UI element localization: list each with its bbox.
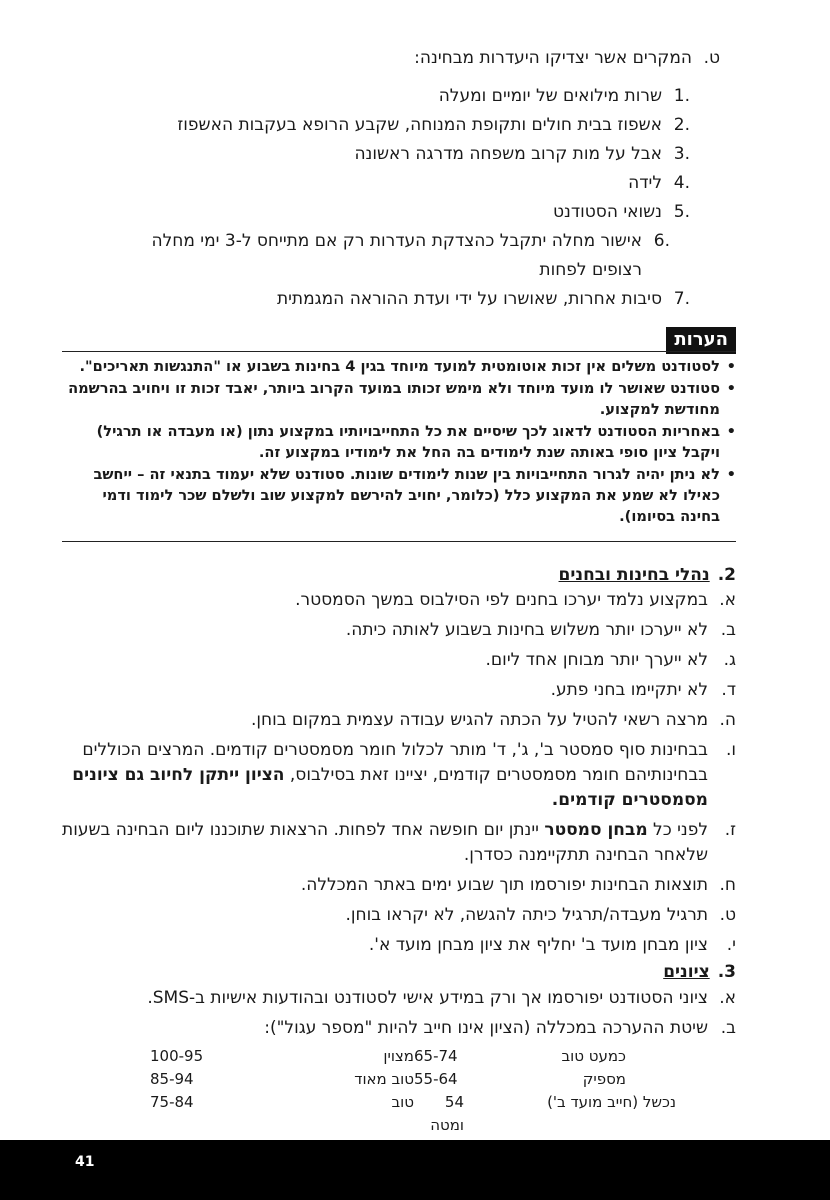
table-row: [150, 1091, 685, 1137]
item-text: אבל על מות קרוב משפחה מדרגה ראשונה: [354, 144, 662, 164]
note-text: לסטודנט משלים אין זכות אוטומטית למועד מיוחד בגין 4 בחינות בשבוע או "התנגשות תאריכים".: [79, 358, 720, 375]
bullet-icon: •: [726, 358, 736, 375]
item-text: תרגיל מעבדה/תרגיל כיתה להגשה, לא יקראו בוחן.: [345, 905, 708, 925]
section-2-heading: [559, 565, 736, 585]
item-letter: ט.: [719, 905, 736, 925]
section-t-letter: ט.: [703, 48, 720, 68]
item-number: 2.: [673, 115, 690, 135]
grade-label: טוב: [391, 1093, 414, 1111]
item-letter: ו.: [725, 740, 736, 760]
item-letter: י.: [726, 935, 736, 955]
note-item: [60, 356, 736, 377]
grade-range: 55-64: [414, 1070, 458, 1088]
section-number: 3.: [717, 962, 736, 982]
list-item: [46, 933, 736, 958]
list-item: [46, 648, 736, 673]
grading-scale-table: [150, 1045, 685, 1137]
grade-range: 65-74: [414, 1047, 458, 1065]
item-text-part: יינתן יום חופשה אחד לפחות. הרצאות שתוכננו ליום הבחינה בשעות שלאחר הבחינה תתקיימנה כסדרן.: [62, 820, 708, 865]
note-text: לא ניתן יהיה לגרור התחייבויות בין שנות לימודים שונות. סטודנט שלא יעמוד בתנאי זה – ייחשב כאילו לא שמע את המקצוע כלל (כלומר, יחויב להירשם למקצוע שוב ולשלם שכר לימוד ודמי בחינה בסיומו).: [93, 466, 720, 525]
item-letter: א.: [719, 590, 736, 610]
list-item: [46, 818, 736, 868]
section-t-title: המקרים אשר יצדיקו היעדרות מבחינה:: [414, 48, 692, 68]
list-item: [46, 618, 736, 643]
item-text: אישור מחלה יתקבל כהצדקת העדרות רק אם מתייחס ל-3 ימי מחלה רצופים לפחות: [151, 231, 642, 280]
item-text-part: לפני כל: [647, 820, 708, 840]
item-text: ציוני הסטודנט יפורסמו אך ורק במידע אישי לסטודנט ובהודעות אישיות ב-SMS.: [147, 988, 708, 1008]
item-text: שיטת ההערכה במכללה (הציון אינו חייב להיות "מספר עגול"):: [264, 1018, 708, 1038]
list-item: [46, 678, 736, 703]
exam-rules-list: [46, 588, 736, 963]
item-letter: ב.: [720, 620, 736, 640]
item-text: לא יתקיימו בחני פתע.: [550, 680, 708, 700]
item-letter: ה.: [719, 710, 736, 730]
item-text: ציון מבחן מועד ב' יחליף את ציון מבחן מועד א'.: [368, 935, 708, 955]
page-footer: [0, 1140, 830, 1200]
item-text: לא ייערכו יותר משלוש בחינות בשבוע לאותה כיתה.: [345, 620, 708, 640]
item-text: שרות מילואים של יומיים ומעלה: [438, 86, 662, 106]
item-letter: ג.: [723, 650, 736, 670]
item-text: לידה: [628, 173, 662, 193]
list-item: [130, 198, 690, 227]
grades-list: [46, 986, 736, 1046]
list-item: [46, 903, 736, 928]
bullet-icon: •: [726, 423, 736, 440]
note-item: [60, 421, 736, 463]
item-text-bold: מבחן סמסטר: [544, 820, 648, 840]
note-item: [60, 464, 736, 527]
item-number: 4.: [673, 173, 690, 193]
grade-label: כמעט טוב: [561, 1047, 626, 1065]
item-text: [46, 738, 708, 813]
item-letter: א.: [719, 988, 736, 1008]
list-item: [130, 227, 670, 285]
item-text: לא ייערך יותר מבוחן אחד ליום.: [485, 650, 708, 670]
item-number: 1.: [673, 86, 690, 106]
item-number: 3.: [673, 144, 690, 164]
list-item: [130, 169, 690, 198]
notes-list: [60, 356, 736, 528]
grade-label: מספיק: [582, 1070, 626, 1088]
list-item: [46, 708, 736, 733]
page-number: 41: [75, 1154, 95, 1170]
section-t-heading: [414, 48, 720, 68]
list-item: [46, 1016, 736, 1041]
note-item: [60, 378, 736, 420]
section-3-heading: [663, 962, 736, 982]
item-text: סיבות אחרות, שאושרו על ידי ועדת ההוראה המגמתית: [276, 289, 662, 309]
item-letter: ח.: [719, 875, 736, 895]
item-number: 7.: [673, 289, 690, 309]
item-text: נשואי הסטודנט: [553, 202, 662, 222]
item-text: אשפוז בבית חולים ותקופת המנוחה, שקבע הרופא בעקבות האשפוז: [177, 115, 662, 135]
list-item: [130, 285, 690, 314]
list-item: [46, 986, 736, 1011]
item-text-bold: הציון ייתקן לחיוב גם ציונים מסמסטרים קודמים.: [72, 765, 708, 810]
divider: [62, 351, 736, 352]
item-text: במקצוע נלמד יערכו בחנים לפי הסילבוס במשך הסמסטר.: [295, 590, 708, 610]
item-text-part: בבחינות סוף סמסטר ב', ג', ד' מותר לכלול חומר מסמסטרים קודמים. המרצים הכוללים בבחינותיהם חומר מסמסטרים קודמים, יציינו זאת בסילבוס,: [82, 740, 708, 785]
item-number: 5.: [673, 202, 690, 222]
item-letter: ד.: [721, 680, 736, 700]
table-row: [150, 1045, 685, 1068]
section-title: נהלי בחינות ובחנים: [558, 565, 710, 585]
item-text: [46, 818, 708, 868]
list-item: [46, 738, 736, 813]
section-title: ציונים: [663, 962, 710, 982]
item-letter: ב.: [720, 1018, 736, 1038]
section-number: 2.: [717, 565, 736, 585]
grade-range: 100-95: [150, 1047, 204, 1065]
item-text: תוצאות הבחינות יפורסמו תוך שבוע ימים באתר המכללה.: [300, 875, 708, 895]
item-number: 6.: [653, 231, 670, 251]
grade-range: 85-94: [150, 1070, 194, 1088]
notes-title: הערות: [666, 327, 736, 354]
item-text: מרצה רשאי להטיל על הכתה להגיש עבודה עצמית במקום בוחן.: [250, 710, 708, 730]
grade-range: 75-84: [150, 1093, 194, 1111]
absence-reasons-list: [130, 82, 690, 314]
note-text: באחריות הסטודנט לדאוג לכך שיסיים את כל התחייבויותיו במקצוע נתון (או מעבדה או תרגיל) ויקבל ציון סופי באותה שנת לימודים בה החל את לימודיו במקצוע זה.: [96, 423, 720, 461]
list-item: [46, 588, 736, 613]
grade-label: טוב מאוד: [354, 1070, 414, 1088]
list-item: [130, 140, 690, 169]
bullet-icon: •: [726, 380, 736, 397]
grade-label: מצוין: [383, 1047, 414, 1065]
table-row: [150, 1068, 685, 1091]
grade-range: 54 ומטה: [430, 1093, 464, 1134]
list-item: [130, 82, 690, 111]
note-text: סטודנט שאושר לו מועד מיוחד ולא מימש זכותו במועד הקרוב ביותר, יאבד זכות זו ויחויב בהרשמה מחודשת למקצוע.: [68, 380, 720, 418]
list-item: [130, 111, 690, 140]
divider: [62, 541, 736, 542]
bullet-icon: •: [726, 466, 736, 483]
grade-label: נכשל (חייב מועד ב'): [547, 1093, 676, 1111]
list-item: [46, 873, 736, 898]
item-letter: ז.: [724, 820, 736, 840]
